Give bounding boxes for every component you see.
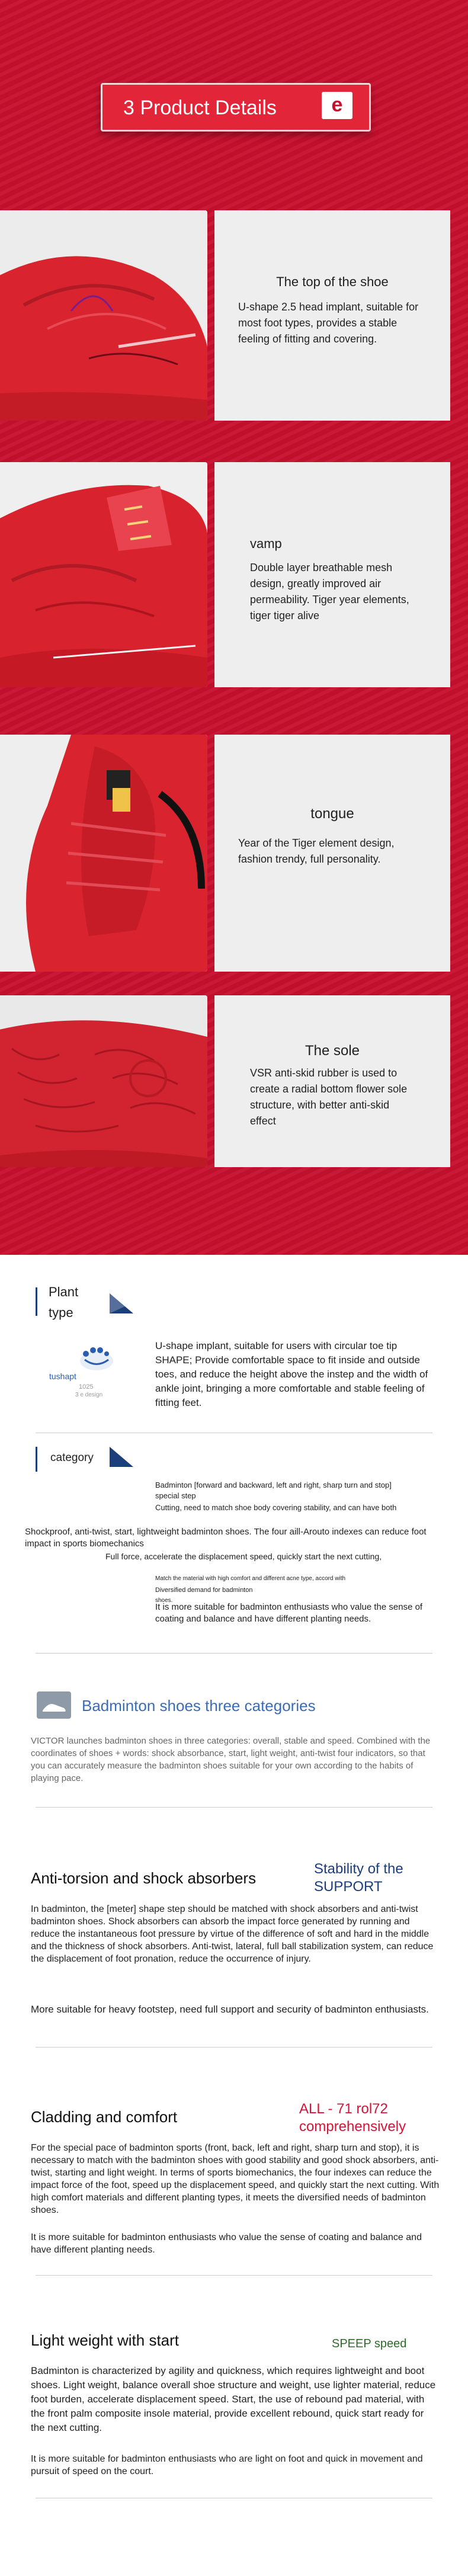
category-line3: Shockproof, anti-twist, start, lightweight badminton shoes. The four aill-Arouto indexes can reduce foot impact in sports biomechanics <box>25 1527 427 1549</box>
footprint-icon <box>73 1342 120 1372</box>
section-heading: Cladding and comfort <box>31 2108 178 2126</box>
feature-card <box>214 210 450 421</box>
section-accent: SPEEP speed <box>332 2337 407 2350</box>
section-marker <box>36 1447 37 1472</box>
section-accent: Stability of the SUPPORT <box>314 1861 403 1895</box>
sole-image <box>0 995 207 1167</box>
divider <box>36 2275 432 2276</box>
category-line4: Full force, accelerate the displacement speed, quickly start the next cutting, <box>105 1552 382 1561</box>
three-categories-title: Badminton shoes three categories <box>82 1697 316 1715</box>
category-line2: Cutting, need to match shoe body covering stability, and can have both <box>155 1503 397 1512</box>
feature-tongue <box>0 735 468 972</box>
section-body: For the special pace of badminton sports (front, back, left and right, sharp turn and stop), it is necessary to match with the badminton shoes with good stability and good shock absorbers, anti-twist, starting and light weight. In terms of sports biomechanics, the four indexes can reduce the impact force of the foot, speed up the displacement speed, and quickly start the next cutting. With high comfort materials and different planting types, it meets the diversified needs of badminton shoes. <box>31 2143 440 2215</box>
section-marker <box>36 1287 37 1316</box>
category-line5: Match the material with high comfort and different acne type, accord with <box>155 1575 346 1582</box>
feature-desc: Double layer breathable mesh design, greatly improved air permeability. Tiger year elements, tiger tiger alive <box>250 562 409 621</box>
plant-desc: U-shape implant, suitable for users with circular toe tip SHAPE; Provide comfortable space to fit inside and outside toes, and reduce the height above the instep and the width of ankle joint, bringing a more comfortable and stable feeling of fitting feet. <box>155 1340 428 1408</box>
section-heading: Anti-torsion and shock absorbers <box>31 1869 257 1887</box>
plant-logo-num: 1025 <box>79 1383 94 1390</box>
feature-desc: VSR anti-skid rubber is used to create a radial bottom flower sole structure, with better anti-skid effect <box>250 1067 408 1127</box>
feature-sole <box>0 995 468 1167</box>
feature-title: The top of the shoe <box>276 274 389 289</box>
flag-icon <box>110 1293 133 1313</box>
section-extra: More suitable for heavy footstep, need full support and security of badminton enthusiasts. <box>31 2004 429 2015</box>
product-details-section <box>0 0 468 1255</box>
shoe-top-image <box>0 210 207 421</box>
feature-title: vamp <box>250 536 282 551</box>
category-line6: Diversified demand for badminton <box>155 1587 253 1594</box>
category-line8: It is more suitable for badminton enthusiasts who value the sense of coating and balance and have different planting needs. <box>155 1602 423 1624</box>
section-extra: It is more suitable for badminton enthusiasts who value the sense of coating and balance and have different planting needs. <box>31 2232 422 2255</box>
divider <box>36 2047 432 2048</box>
feature-card <box>214 735 450 972</box>
plant-logo <box>44 1342 133 1401</box>
category-label: category <box>50 1452 94 1464</box>
tongue-image <box>0 735 207 972</box>
plant-logo-sub: 3 e design <box>75 1392 103 1398</box>
section-accent: ALL - 71 rol72 comprehensively <box>299 2101 406 2135</box>
feature-title: tongue <box>310 806 354 822</box>
category-line1: Badminton [forward and backward, left and right, sharp turn and stop] special step <box>155 1481 392 1500</box>
plant-label-line1: Plant <box>49 1284 79 1299</box>
three-categories-desc: VICTOR launches badminton shoes in three categories: overall, stable and speed. Combined with the coordinates of shoes + words: shock absorbance, start, light weight, anti-twist four indicators, so that you can accurately measure the badminton shoes suitable for your own according to the habits of playing pace. <box>31 1736 431 1783</box>
feature-vamp <box>0 462 468 687</box>
section-body: Badminton is characterized by agility and quickness, which requires lightweight and boot shoes. Light weight, balance overall shoe structure and weight, use lighter material, reduce foot burden, accelerate displacement speed. Start, the use of rebound pad material, with the front palm composite insole material, provide excellent rebound, quick start ready for the next cutting. <box>31 2365 436 2433</box>
section-body: In badminton, the [meter] shape step should be matched with shock absorbers and anti-twist badminton shoes. Shock absorbers can absorb the impact force generated by running and reduce the instantaneous foot pressure by virtue of the difference of soft and hard in the middle and the thickness of shock absorbers. Anti-twist, lateral, full ball stabilization system, can reduce the displacement of foot pronation, reduce the occurrence of injury. <box>31 1904 434 1964</box>
plant-logo-text: tushapt <box>49 1372 76 1381</box>
feature-desc: Year of the Tiger element design, fashion trendy, full personality. <box>238 837 395 865</box>
section-badge: e <box>322 92 352 119</box>
category-line7: shoes. <box>155 1597 173 1604</box>
feature-shoe-top <box>0 210 468 421</box>
section-title: 3 Product Details <box>123 97 277 119</box>
feature-card <box>214 995 450 1167</box>
section-banner <box>101 83 371 132</box>
section-heading: Light weight with start <box>31 2331 179 2349</box>
flag-icon <box>110 1447 133 1467</box>
feature-desc: U-shape 2.5 head implant, suitable for most foot types, provides a stable feeling of fitting and covering. <box>238 301 419 345</box>
feature-title: The sole <box>304 1043 360 1059</box>
divider <box>36 1653 432 1654</box>
divider <box>36 1807 432 1808</box>
plant-label-line2: type <box>49 1305 73 1320</box>
section-extra: It is more suitable for badminton enthusiasts who are light on foot and quick in movement and pursuit of speed on the court. <box>31 2454 423 2476</box>
feature-card <box>214 462 450 687</box>
shoe-icon <box>37 1691 71 1719</box>
vamp-image <box>0 462 207 687</box>
